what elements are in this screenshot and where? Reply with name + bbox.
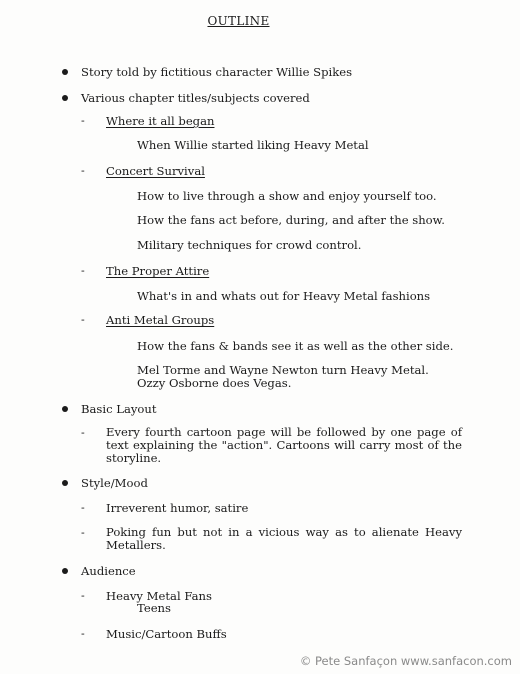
- chapter-line: How the fans act before, during, and after the show.: [137, 213, 445, 227]
- chapter-line: How to live through a show and enjoy yourself too.: [137, 189, 437, 203]
- chapter-line: Military techniques for crowd control.: [137, 238, 362, 252]
- chapter-heading: The Proper Attire: [106, 264, 210, 278]
- audience-item: Heavy Metal Fans: [106, 589, 212, 603]
- chapter-line: Mel Torme and Wayne Newton turn Heavy Metal.: [137, 363, 429, 377]
- style-bullet-text: Style/Mood: [81, 476, 148, 490]
- audience-bullet-text: Audience: [81, 564, 136, 578]
- dash-marker: -: [81, 264, 85, 277]
- chapter-line: Ozzy Osborne does Vegas.: [137, 376, 292, 390]
- audience-subitem: Teens: [137, 601, 171, 615]
- chapter-heading: Concert Survival: [106, 164, 205, 178]
- dash-marker: -: [81, 426, 85, 439]
- bullet-dot: [62, 69, 68, 75]
- dash-marker: -: [81, 164, 85, 177]
- story-bullet-text: Story told by fictitious character Willie Spikes: [81, 65, 353, 79]
- bullet-dot: [62, 406, 68, 412]
- dash-marker: -: [81, 501, 85, 514]
- audience-item: Music/Cartoon Buffs: [106, 627, 227, 641]
- bullet-dot: [62, 480, 68, 486]
- bullet-dot: [62, 568, 68, 574]
- dash-marker: -: [81, 627, 85, 640]
- layout-bullet-text: Basic Layout: [81, 402, 157, 416]
- copyright-footer: © Pete Sanfaçon www.sanfacon.com: [299, 654, 512, 668]
- page-title: OUTLINE: [207, 14, 270, 28]
- style-item: Poking fun but not in a vicious way as to alienate Heavy Metallers.: [106, 525, 462, 552]
- chapter-line: What's in and whats out for Heavy Metal fashions: [137, 289, 431, 303]
- dash-marker: -: [81, 589, 85, 602]
- style-item: Irreverent humor, satire: [106, 501, 249, 515]
- chapter-heading: Anti Metal Groups: [106, 313, 215, 327]
- dash-marker: -: [81, 526, 85, 539]
- chapter-line: When Willie started liking Heavy Metal: [137, 138, 369, 152]
- bullet-dot: [62, 95, 68, 101]
- dash-marker: -: [81, 313, 85, 326]
- dash-marker: -: [81, 114, 85, 127]
- chapters-bullet-text: Various chapter titles/subjects covered: [81, 91, 310, 105]
- layout-description: Every fourth cartoon page will be followed by one page of text explaining the "action". Cartoons will carry most of the storyline.: [106, 425, 462, 465]
- chapter-heading: Where it all began: [106, 114, 215, 128]
- chapter-line: How the fans & bands see it as well as the other side.: [137, 339, 454, 353]
